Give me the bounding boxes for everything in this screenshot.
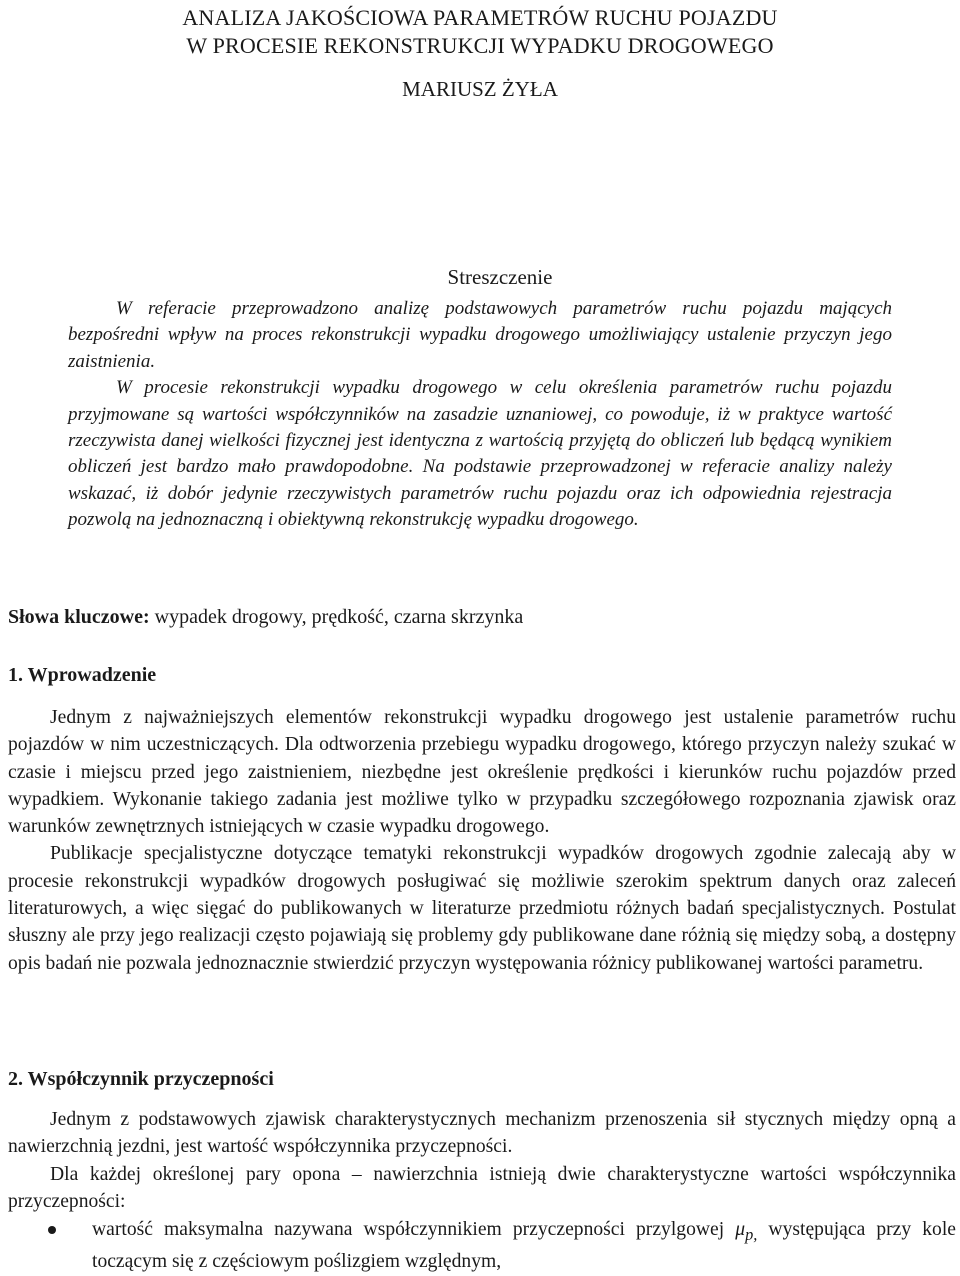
abstract-paragraph-1: W referacie przeprowadzono analizę podstawowych parametrów ruchu pojazdu mających bezpośredni wpływ na proces rekonstrukcji wypadku drogowego umożliwiający ustalenie przyczyn jego zaistnienia.: [68, 298, 892, 372]
bullet-text-after: występująca przy kole toczącym się z częściowym poślizgiem względnym,: [92, 1219, 956, 1273]
bullet-item: [8, 1216, 956, 1276]
section-heading-adhesion: 2. Współczynnik przyczepności: [8, 1068, 274, 1090]
paper-title-line-1: ANALIZA JAKOŚCIOWA PARAMETRÓW RUCHU POJAZDU: [182, 5, 778, 30]
keywords-line: [8, 604, 948, 630]
keywords-label: Słowa kluczowe:: [8, 606, 150, 628]
introduction-paragraph-2: Publikacje specjalistyczne dotyczące tematyki rekonstrukcji wypadków drogowych zgodnie zalecają aby w procesie rekonstrukcji wypadków drogowych posługiwać się możliwie szerokim spektrum danych oraz zaleceń literaturowych, a więc sięgać do publikowanych w literaturze przedmiotu różnych badań specjalistycznych. Postulat słuszny ale przy jego realizacji często pojawiają się problemy gdy publikowane dane różnią się między sobą, a dostępny opis badań nie pozwala jednoznacznie stwierdzić przyczyn występowania różnicy publikowanej wartości parametru.: [8, 843, 956, 974]
abstract-heading: Streszczenie: [447, 265, 553, 289]
bullet-icon: [48, 1226, 56, 1234]
introduction-paragraph-1: Jednym z najważniejszych elementów rekonstrukcji wypadku drogowego jest ustalenie parametrów ruchu pojazdów w nim uczestniczących. Dla odtworzenia przebiegu wypadku drogowego, którego przyczyn należy szukać w czasie i miejscu przed jego zaistnieniem, niezbędne jest określenie prędkości i kierunków ruchu pojazdów przed wypadkiem. Wykonanie takiego zadania jest możliwe tylko w przypadku szczegółowego rozpoznania zjawisk oraz warunków zewnętrznych istniejących w czasie wypadku drogowego.: [8, 707, 956, 838]
abstract-body: [68, 296, 892, 534]
bullet-text-before: wartość maksymalna nazywana współczynnikiem przyczepności przylgowej: [92, 1219, 736, 1240]
adhesion-bullet-list: [8, 1216, 956, 1276]
abstract-paragraph-2: W procesie rekonstrukcji wypadku drogowego w celu określenia parametrów ruchu pojazdu przyjmowane są wartości współczynników na zasadzie uznaniowej, co powoduje, iż w praktyce wartość rzeczywista danej wielkości fizycznej jest identyczna z wartością przyjętą do obliczeń lub będącą wynikiem obliczeń jest bardzo mało prawdopodobne. Na podstawie przeprowadzonej w referacie analizy należy wskazać, iż dobór jedynie rzeczywistych parametrów ruchu pojazdu oraz ich odpowiednia rejestracja pozwolą na jednoznaczną i obiektywną rekonstrukcję wypadku drogowego.: [68, 377, 892, 531]
section-body-introduction: [8, 704, 956, 977]
paper-title: [60, 4, 900, 60]
section-heading-introduction: 1. Wprowadzenie: [8, 664, 157, 686]
mu-symbol: μ: [735, 1219, 746, 1240]
mu-subscript: p,: [745, 1224, 758, 1244]
keywords-value: wypadek drogowy, prędkość, czarna skrzynka: [154, 606, 524, 628]
author-name: MARIUSZ ŻYŁA: [402, 77, 558, 101]
adhesion-paragraph-2: Dla każdej określonej pary opona – nawierzchnia istnieją dwie charakterystyczne wartości współczynnika przyczepności:: [8, 1163, 956, 1212]
adhesion-paragraph-1: Jednym z podstawowych zjawisk charakterystycznych mechanizm przenoszenia sił stycznych między opną a nawierzchnią jezdni, jest wartość współczynnika przyczepności.: [8, 1109, 956, 1158]
section-body-adhesion: [8, 1106, 956, 1215]
paper-title-line-2: W PROCESIE REKONSTRUKCJI WYPADKU DROGOWEGO: [186, 33, 774, 58]
